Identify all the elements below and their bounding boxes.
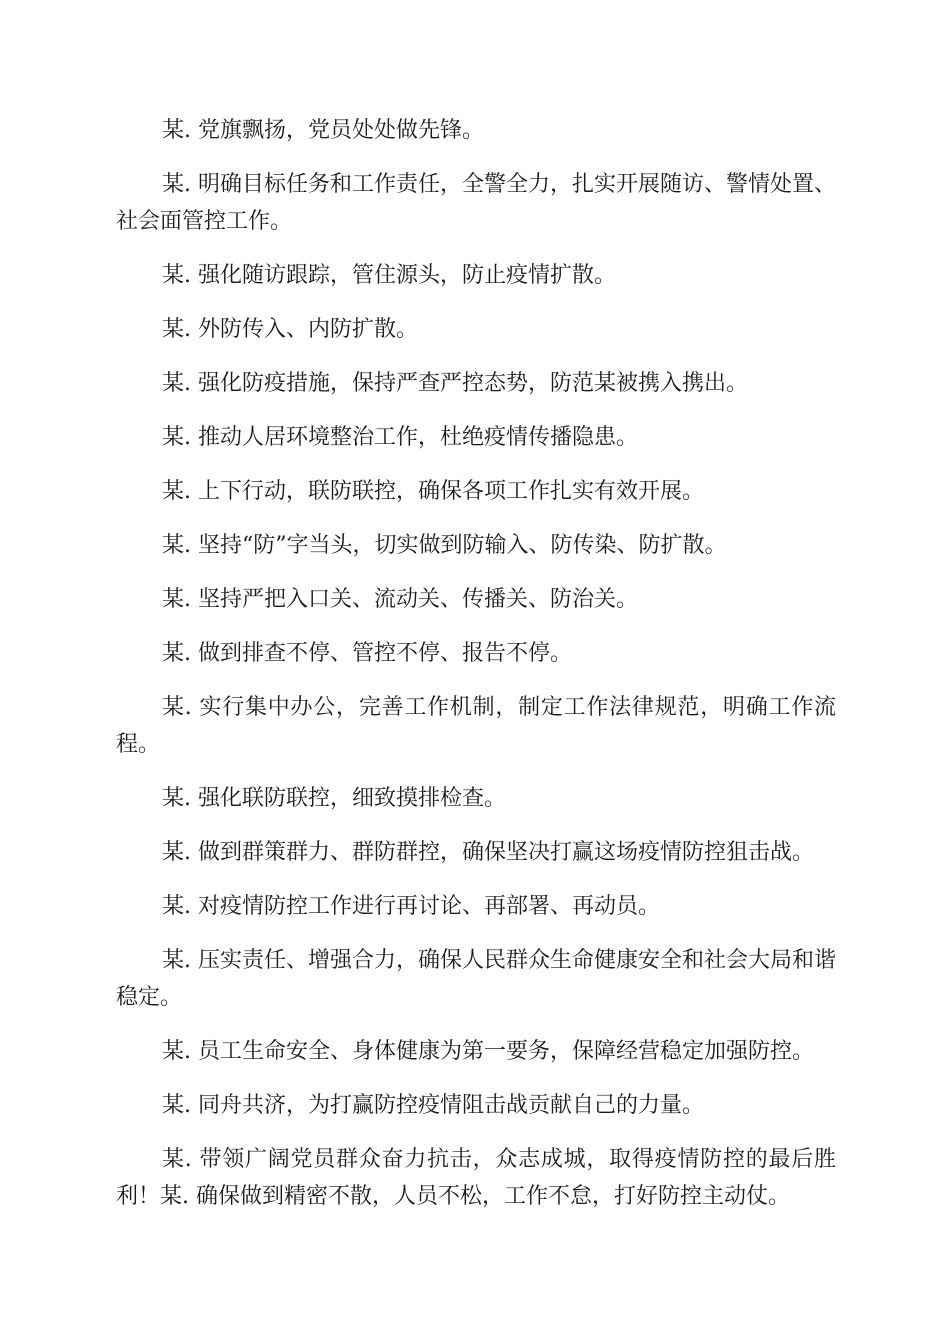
document-body xyxy=(116,112,836,1232)
paragraph: 某. 强化随访跟踪，管住源头，防止疫情扩散。 xyxy=(162,263,616,288)
paragraph: 某. 实行集中办公，完善工作机制，制定工作法律规范，明确工作流程。 xyxy=(116,695,836,757)
paragraph: 某. 员工生命安全、身体健康为第一要务，保障经营稳定加强防控。 xyxy=(162,1039,814,1064)
paragraph: 某. 坚持严把入口关、流动关、传播关、防治关。 xyxy=(162,587,638,612)
paragraph: 某. 做到群策群力、群防群控，确保坚决打赢这场疫情防控狙击战。 xyxy=(162,840,814,865)
paragraph: 某. 推动人居环境整治工作，杜绝疫情传播隐患。 xyxy=(162,425,638,450)
paragraph: 某. 带领广阔党员群众奋力抗击，众志成城，取得疫情防控的最后胜利！某. 确保做到精密不散，人员不松，工作不怠，打好防控主动仗。 xyxy=(116,1147,836,1209)
paragraph: 某. 外防传入、内防扩散。 xyxy=(162,317,418,342)
paragraph: 某. 对疫情防控工作进行再讨论、再部署、再动员。 xyxy=(162,894,660,919)
paragraph: 某. 做到排查不停、管控不停、报告不停。 xyxy=(162,641,572,666)
paragraph: 某. 强化防疫措施，保持严查严控态势，防范某被携入携出。 xyxy=(162,371,748,396)
paragraph: 某. 上下行动，联防联控，确保各项工作扎实有效开展。 xyxy=(162,479,704,504)
paragraph: 某. 坚持“防”字当头，切实做到防输入、防传染、防扩散。 xyxy=(162,533,727,558)
paragraph: 某. 强化联防联控，细致摸排检查。 xyxy=(162,786,506,811)
paragraph: 某. 明确目标任务和工作责任，全警全力，扎实开展随访、警情处置、社会面管控工作。 xyxy=(116,172,836,234)
paragraph: 某. 同舟共济，为打赢防控疫情阻击战贡献自己的力量。 xyxy=(162,1093,704,1118)
paragraph: 某. 党旗飘扬，党员处处做先锋。 xyxy=(162,118,484,143)
paragraph: 某. 压实责任、增强合力，确保人民群众生命健康安全和社会大局和谐稳定。 xyxy=(116,948,836,1010)
